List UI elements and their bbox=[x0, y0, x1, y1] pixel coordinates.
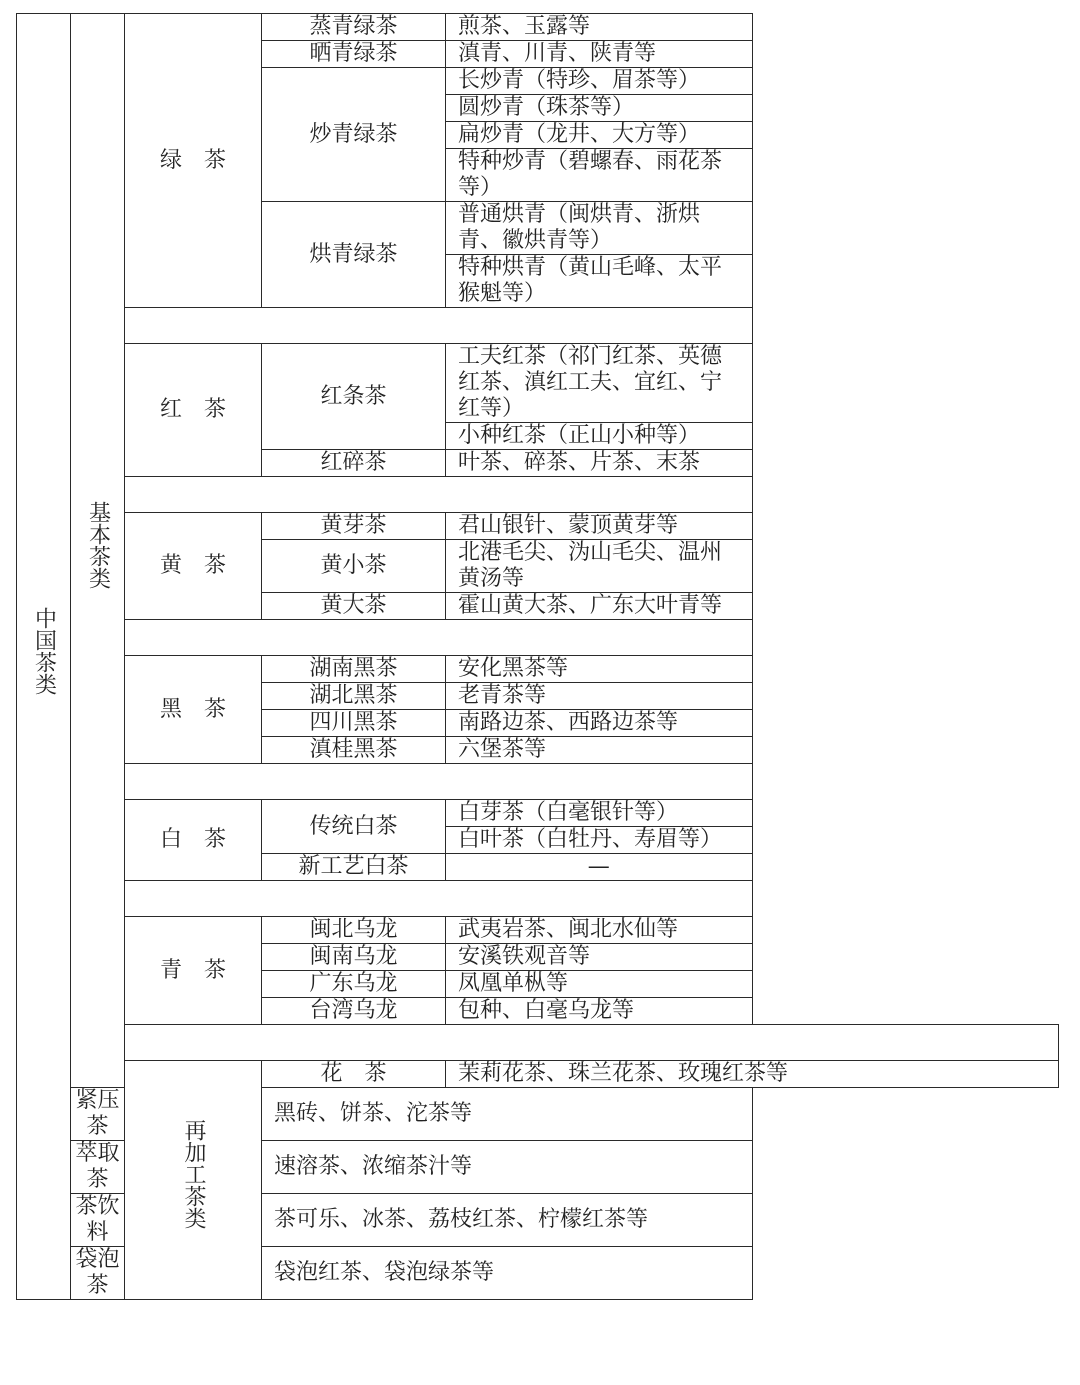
reprocessed-name: 萃取茶 bbox=[71, 1141, 125, 1194]
item-text: 特种炒青（碧螺春、雨花茶等） bbox=[446, 149, 753, 202]
item-text: 老青茶等 bbox=[446, 683, 753, 710]
reprocessed-name: 袋泡茶 bbox=[71, 1247, 125, 1300]
group-spacer bbox=[125, 620, 753, 656]
sub-name: 晒青绿茶 bbox=[262, 41, 446, 68]
item-text: 白芽茶（白毫银针等） bbox=[446, 800, 753, 827]
sub-name: 黄小茶 bbox=[262, 540, 446, 593]
sub-name: 闽北乌龙 bbox=[262, 917, 446, 944]
sub-name: 红碎茶 bbox=[262, 450, 446, 477]
tea-classification-table bbox=[16, 13, 1059, 1300]
root-category-label: 中国茶类 bbox=[17, 14, 71, 1300]
item-text: 安溪铁观音等 bbox=[446, 944, 753, 971]
item-text: 六堡茶等 bbox=[446, 737, 753, 764]
basic-tea-label: 基本茶类 bbox=[71, 14, 125, 1088]
sub-name: 蒸青绿茶 bbox=[262, 14, 446, 41]
reprocessed-desc: 茉莉花茶、珠兰花茶、玫瑰红茶等 bbox=[446, 1061, 1059, 1088]
group-spacer bbox=[125, 308, 753, 344]
sub-name: 台湾乌龙 bbox=[262, 998, 446, 1025]
item-text: 北港毛尖、沩山毛尖、温州黄汤等 bbox=[446, 540, 753, 593]
reprocessed-name: 花 茶 bbox=[262, 1061, 446, 1088]
sub-name: 黄大茶 bbox=[262, 593, 446, 620]
item-text: 特种烘青（黄山毛峰、太平猴魁等） bbox=[446, 255, 753, 308]
item-text: 霍山黄大茶、广东大叶青等 bbox=[446, 593, 753, 620]
sub-name: 闽南乌龙 bbox=[262, 944, 446, 971]
item-text: 长炒青（特珍、眉茶等） bbox=[446, 68, 753, 95]
item-text: 安化黑茶等 bbox=[446, 656, 753, 683]
group-name: 黑 茶 bbox=[125, 656, 262, 764]
item-text: 叶茶、碎茶、片茶、末茶 bbox=[446, 450, 753, 477]
sub-name: 湖北黑茶 bbox=[262, 683, 446, 710]
item-text: 普通烘青（闽烘青、浙烘青、徽烘青等） bbox=[446, 202, 753, 255]
sub-name: 红条茶 bbox=[262, 344, 446, 450]
item-text: 白叶茶（白牡丹、寿眉等） bbox=[446, 827, 753, 854]
sub-name: 滇桂黑茶 bbox=[262, 737, 446, 764]
sub-name: 湖南黑茶 bbox=[262, 656, 446, 683]
group-name: 白 茶 bbox=[125, 800, 262, 881]
item-text: 圆炒青（珠茶等） bbox=[446, 95, 753, 122]
group-name: 青 茶 bbox=[125, 917, 262, 1025]
item-text: 煎茶、玉露等 bbox=[446, 14, 753, 41]
item-text: 小种红茶（正山小种等） bbox=[446, 423, 753, 450]
sub-name: 新工艺白茶 bbox=[262, 854, 446, 881]
group-spacer bbox=[125, 881, 753, 917]
item-text: 南路边茶、西路边茶等 bbox=[446, 710, 753, 737]
reprocessed-desc: 袋泡红茶、袋泡绿茶等 bbox=[262, 1247, 753, 1300]
sub-name: 广东乌龙 bbox=[262, 971, 446, 998]
reprocessed-tea-label: 再加工茶类 bbox=[125, 1061, 262, 1300]
sub-name: 黄芽茶 bbox=[262, 513, 446, 540]
group-spacer bbox=[125, 477, 753, 513]
sub-name: 炒青绿茶 bbox=[262, 68, 446, 202]
item-text: 凤凰单枞等 bbox=[446, 971, 753, 998]
item-text: — bbox=[446, 854, 753, 881]
sub-name: 烘青绿茶 bbox=[262, 202, 446, 308]
group-spacer bbox=[125, 764, 753, 800]
item-text: 武夷岩茶、闽北水仙等 bbox=[446, 917, 753, 944]
group-name: 黄 茶 bbox=[125, 513, 262, 620]
reprocessed-desc: 黑砖、饼茶、沱茶等 bbox=[262, 1088, 753, 1141]
item-text: 君山银针、蒙顶黄芽等 bbox=[446, 513, 753, 540]
group-name: 红 茶 bbox=[125, 344, 262, 477]
reprocessed-name: 茶饮料 bbox=[71, 1194, 125, 1247]
item-text: 包种、白毫乌龙等 bbox=[446, 998, 753, 1025]
reprocessed-name: 紧压茶 bbox=[71, 1088, 125, 1141]
item-text: 扁炒青（龙井、大方等） bbox=[446, 122, 753, 149]
item-text: 滇青、川青、陕青等 bbox=[446, 41, 753, 68]
reprocessed-desc: 速溶茶、浓缩茶汁等 bbox=[262, 1141, 753, 1194]
reprocessed-desc: 茶可乐、冰茶、荔枝红茶、柠檬红茶等 bbox=[262, 1194, 753, 1247]
item-text: 工夫红茶（祁门红茶、英德红茶、滇红工夫、宜红、宁红等） bbox=[446, 344, 753, 423]
sub-name: 四川黑茶 bbox=[262, 710, 446, 737]
sub-name: 传统白茶 bbox=[262, 800, 446, 854]
group-name: 绿 茶 bbox=[125, 14, 262, 308]
section-spacer bbox=[125, 1025, 1059, 1061]
